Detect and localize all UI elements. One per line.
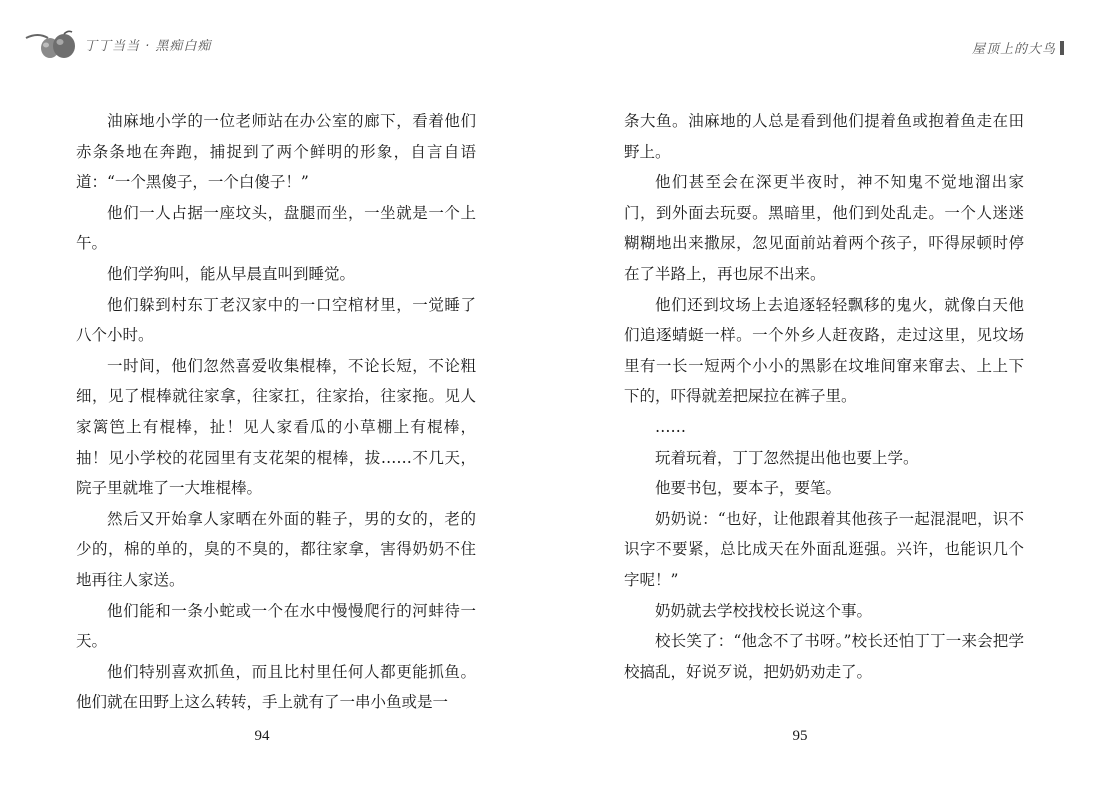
paragraph: 他们一人占据一座坟头，盘腿而坐，一坐就是一个上午。 [76,203,476,253]
paragraph: 他们特别喜欢抓鱼，而且比村里任何人都更能抓鱼。他们就在田野上这么转转，手上就有了一串小鱼或是一 [76,662,476,712]
paragraph: 他们甚至会在深更半夜时，神不知鬼不觉地溜出家门，到外面去玩耍。黑暗里，他们到处乱走。一个人迷迷糊糊地出来撒尿，忽见面前站着两个孩子，吓得尿顿时停在了半路上，再也尿不出来。 [624,173,1024,283]
page-number-left: 94 [254,728,270,744]
paragraph: 他要书包，要本子，要笔。 [655,479,842,498]
chapter-title: 屋顶上的大鸟 [971,42,1056,57]
paragraph: 奶奶就去学校找校长说这个事。 [655,601,873,620]
paragraph: 奶奶说：“也好，让他跟着其他孩子一起混混吧，识不识字不要紧，总比成天在外面乱逛强。兴许，也能识几个字呢！” [624,509,1024,589]
paragraph: 他们还到坟场上去追逐轻轻飘移的鬼火，就像白天他们追逐蜻蜓一样。一个外乡人赶夜路，走过这里，见坟场里有一长一短两个小小的黑影在坟堆间窜来窜去、上上下下的，吓得就差把屎拉在裤子里。 [624,295,1024,406]
page-number-right: 95 [792,728,808,744]
paragraph: …… [655,417,686,436]
left-body-text [76,106,476,718]
running-header-left [24,24,211,64]
right-page [548,0,1096,786]
paragraph: 条大鱼。油麻地的人总是看到他们提着鱼或抱着鱼走在田野上。 [624,112,1024,161]
paragraph: 一时间，他们忽然喜爱收集棍棒，不论长短，不论粗细，见了棍棒就往家拿，往家扛，往家抬，往家拖。见人家篱笆上有棍棒，扯！见人家看瓜的小草棚上有棍棒，抽！见小学校的花园里有支花架的棍棒，拔……不几天，院子里就堆了一大堆棍棒。 [76,356,476,498]
paragraph: 校长笑了：“他念不了书呀。”校长还怕丁丁一来会把学校搞乱，好说歹说，把奶奶劝走了。 [624,632,1024,681]
series-title: 丁丁当当 · 黑痴白痴 [84,38,212,54]
paragraph: 油麻地小学的一位老师站在办公室的廊下，看着他们赤条条地在奔跑，捕捉到了两个鲜明的形象，自言自语道：“一个黑傻子，一个白傻子！” [76,112,476,192]
paragraph: 他们学狗叫，能从早晨直叫到睡觉。 [107,264,356,283]
header-bar-marker [1060,41,1064,55]
running-header-right [972,38,1064,57]
paragraph: 然后又开始拿人家晒在外面的鞋子，男的女的，老的少的，棉的单的，臭的不臭的，都往家拿，害得奶奶不住地再往人家送。 [76,509,476,589]
gourd-icon [24,24,80,64]
paragraph: 玩着玩着，丁丁忽然提出他也要上学。 [655,448,919,467]
paragraph: 他们能和一条小蛇或一个在水中慢慢爬行的河蚌待一天。 [76,601,476,651]
paragraph: 他们躲到村东丁老汉家中的一口空棺材里，一觉睡了八个小时。 [76,295,476,345]
right-body-text [624,106,1024,687]
